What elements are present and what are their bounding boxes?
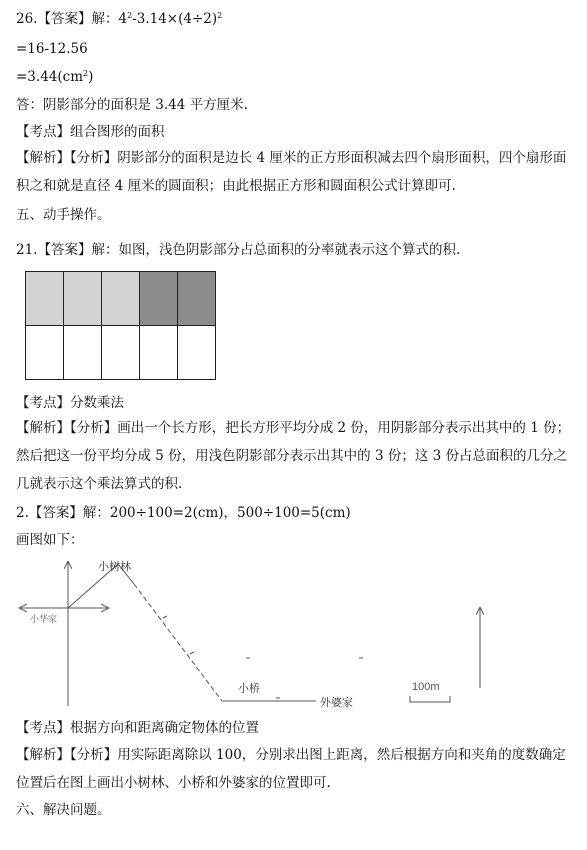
route-map bbox=[16, 556, 576, 712]
q26-kaodian: 【考点】组合图形的面积 bbox=[16, 124, 165, 140]
grid-cell-shaded bbox=[64, 272, 102, 326]
label-grove: 小树林 bbox=[98, 561, 131, 573]
route-tick bbox=[190, 652, 194, 654]
grid-cell-shaded bbox=[178, 272, 216, 326]
grid-cell-empty bbox=[178, 326, 216, 380]
label-home: 小华家 bbox=[30, 614, 58, 624]
q2-answer: 2.【答案】解：200÷100=2(cm)，500÷100=5(cm) bbox=[16, 505, 351, 521]
section-6-heading: 六、解决问题。 bbox=[16, 802, 111, 818]
q26-step2: =16-12.56 bbox=[16, 41, 88, 57]
label-scale: 100m bbox=[412, 681, 440, 693]
fraction-grid bbox=[25, 271, 216, 380]
q26-jiexi: 【解析】【分析】阴影部分的面积是边长 4 厘米的正方形面积减去四个扇形面积，四个扇形面积之和就是直径 4 厘米的圆面积；由此根据正方形和圆面积公式计算即可. bbox=[16, 150, 567, 194]
label-bridge: 小桥 bbox=[238, 683, 260, 695]
route-tick bbox=[163, 616, 167, 618]
q21-answer: 21.【答案】解：如图，浅色阴影部分占总面积的分率就表示这个算式的积. bbox=[16, 242, 461, 258]
q21-jiexi: 【解析】【分析】画出一个长方形，把长方形平均分成 2 份，用阴影部分表示出其中的 1 份；然后把这一份平均分成 5 份，用浅色阴影部分表示出其中的 3 份；这 3 份占总面积的几分之几就表示这个乘法算式的积. bbox=[16, 420, 571, 492]
grid-cell-shaded bbox=[140, 272, 178, 326]
grid-cell-shaded bbox=[26, 272, 64, 326]
grid-top-row bbox=[26, 272, 216, 326]
section-5-heading: 五、动手操作。 bbox=[16, 207, 111, 223]
grid-cell-empty bbox=[102, 326, 140, 380]
grid-cell-empty bbox=[26, 326, 64, 380]
route-grove-to-bridge bbox=[134, 584, 222, 701]
q2-jiexi: 【解析】【分析】用实际距离除以 100，分别求出图上距离，然后根据方向和夹角的度数确定位置后在图上画出小树林、小桥和外婆家的位置即可. bbox=[16, 747, 566, 791]
q2-draw-label: 画图如下： bbox=[16, 532, 84, 548]
grid-cell-empty bbox=[140, 326, 178, 380]
scale-bar-icon bbox=[410, 696, 450, 702]
q26-step3: $=3.44(cm^2)$ bbox=[16, 69, 94, 85]
grid-cell-shaded bbox=[102, 272, 140, 326]
grid-cell-empty bbox=[64, 326, 102, 380]
q26-answer-line: 26.【答案】解：$4^2-3.14\times(4\div 2)^2$ bbox=[16, 11, 223, 27]
q21-kaodian: 【考点】分数乘法 bbox=[16, 395, 124, 411]
label-grandma: 外婆家 bbox=[320, 697, 353, 709]
q26-conclusion: 答：阴影部分的面积是 3.44 平方厘米. bbox=[16, 97, 248, 113]
grid-bottom-row bbox=[26, 326, 216, 380]
q2-kaodian: 【考点】根据方向和距离确定物体的位置 bbox=[16, 720, 259, 736]
